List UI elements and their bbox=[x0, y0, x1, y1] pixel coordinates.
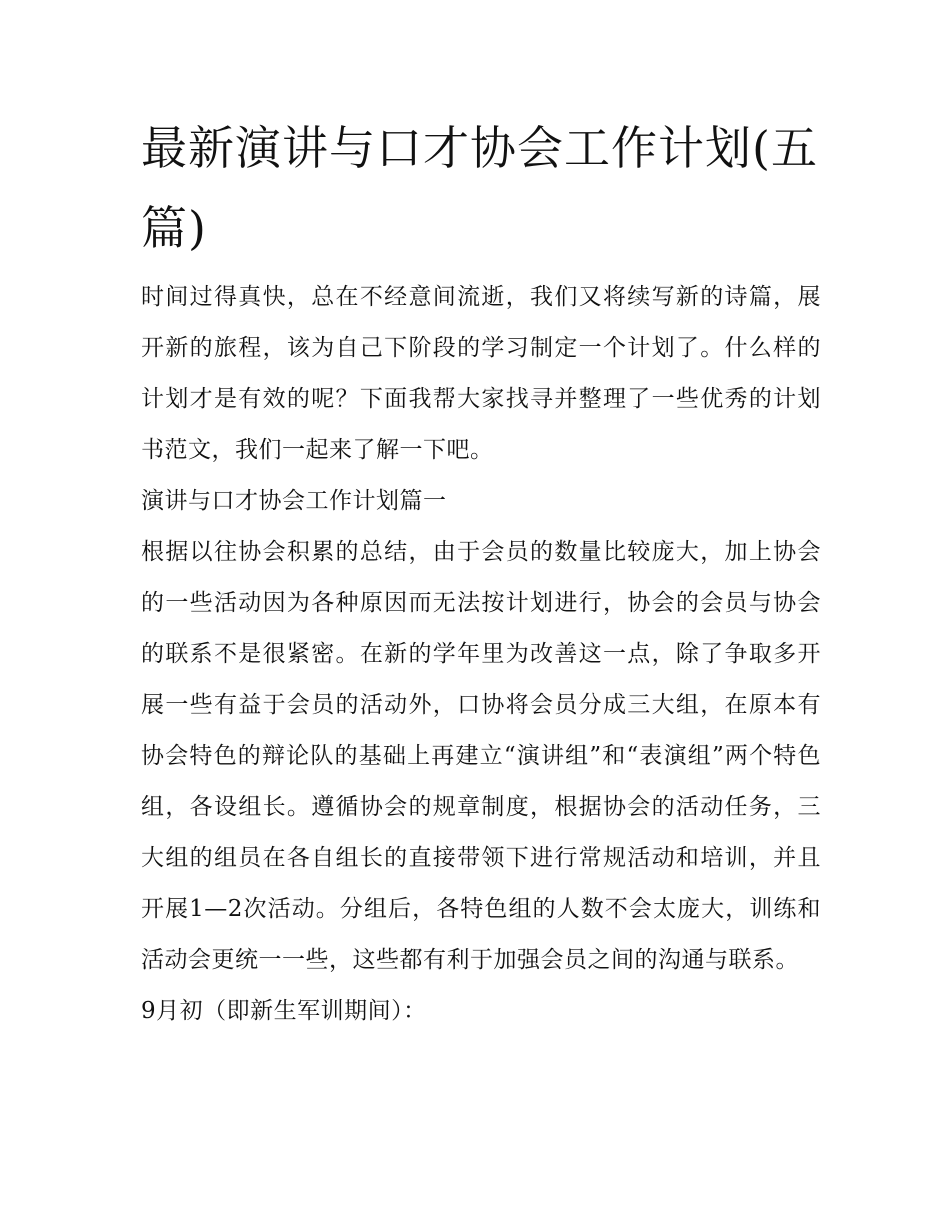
section-heading: 演讲与口才协会工作计划篇一 bbox=[141, 488, 447, 514]
sub-heading: 9月初（即新生军训期间）： bbox=[141, 998, 427, 1024]
document-title: 最新演讲与口才协会工作计划(五篇) bbox=[141, 121, 818, 255]
intro-paragraph: 时间过得真快，总在不经意间流逝，我们又将续写新的诗篇，展开新的旅程，该为自己下阶段的学习制定一个计划了。什么样的计划才是有效的呢？下面我帮大家找寻并整理了一些优秀的计划书范文，我们一起来了解一下吧。 bbox=[141, 284, 821, 463]
body-paragraph: 根据以往协会积累的总结，由于会员的数量比较庞大，加上协会的一些活动因为各种原因而无法按计划进行，协会的会员与协会的联系不是很紧密。在新的学年里为改善这一点，除了争取多开展一些有益于会员的活动外，口协将会员分成三大组，在原本有协会特色的辩论队的基础上再建立“演讲组”和“表演组”两个特色组，各设组长。遵循协会的规章制度，根据协会的活动任务，三大组的组员在各自组长的直接带领下进行常规活动和培训，并且开展1—2次活动。分组后，各特色组的人数不会太庞大，训练和活动会更统一一些，这些都有利于加强会员之间的沟通与联系。 bbox=[141, 539, 821, 973]
document-page bbox=[141, 108, 821, 1037]
